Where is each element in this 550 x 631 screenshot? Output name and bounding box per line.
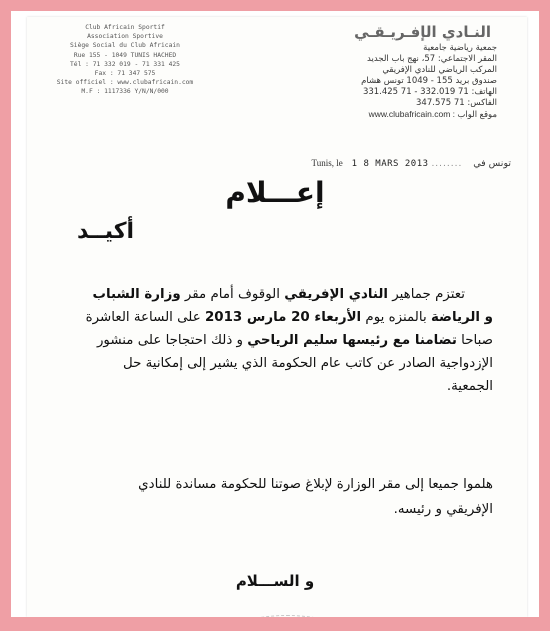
call-line: الإفريقي و رئيسه. [393, 502, 493, 517]
letterhead-ar-line: صندوق بريد 155 - 1049 تونس هشام [361, 76, 497, 86]
letterhead-ar-line: المركب الرياضي للنادي الإفريقي [382, 65, 497, 75]
letterhead-fr-line: Tél : 71 332 019 - 71 331 425 [70, 60, 180, 68]
website-line [301, 109, 501, 120]
website-label: موقع الواب : [452, 109, 497, 119]
notice-title: إعـــلام [225, 176, 325, 209]
letterhead-french [55, 23, 195, 97]
letterhead-fr-line: Rue 155 - 1049 TUNIS HACHED [73, 51, 177, 59]
body-bold: وزارة الشباب [92, 287, 181, 302]
body-bold: تضامنا مع رئيسها سليم الرياحي [247, 333, 457, 348]
closing-greeting: و الســـلام [235, 572, 315, 590]
date-label-fr: Tunis, le [311, 158, 343, 168]
date-dots: ........ [431, 159, 463, 169]
call-line: هلموا جميعا إلى مقر الوزارة لإبلاغ صوتنا للحكومة مساندة للنادي [138, 477, 493, 492]
letterhead-fr-line: Fax : 71 347 575 [94, 70, 156, 78]
letterhead-fr-line: Siège Social du Club Africain [70, 42, 180, 50]
letterhead-fr-line: Club Africain Sportif [85, 24, 165, 31]
body-bold: الأربعاء 20 مارس 2013 [204, 310, 362, 325]
letterhead-ar-line: الهاتف: 71 332.019 - 71 331.425 [362, 87, 497, 97]
body-text: و ذلك احتجاجا على منشور [96, 333, 248, 348]
body-text: صباحا [456, 333, 493, 348]
body-text: على الساعة العاشرة [85, 310, 205, 325]
body-bold: و الرياضة [430, 310, 493, 325]
body-text: تعتزم جماهير [387, 287, 465, 302]
body-line: الجمعية. [446, 379, 493, 394]
letterhead-arabic [301, 21, 501, 120]
letterhead-fr-line: M.F : 1117336 Y/N/N/000 [81, 88, 169, 96]
call-to-action [67, 472, 493, 522]
body-line [67, 306, 493, 329]
body-text: الوقوف أمام مقر [180, 287, 285, 302]
club-name: النـادي الإفـريـقـي [354, 23, 491, 41]
letterhead-ar-line: الفاكس: 71 347.575 [416, 98, 497, 108]
letterhead-fr-line: Site officiel : www.clubafricain.com [56, 79, 194, 87]
notice-body [67, 283, 493, 398]
stamp-seal [211, 615, 363, 631]
letterhead-fr-line: Association Sportive [87, 33, 163, 41]
letterhead-ar-line: جمعية رياضية جامعية [423, 43, 497, 53]
body-text: بالمنزه يوم [361, 310, 431, 325]
letterhead-ar-line: المقر الاجتماعي: 57، نهج باب الجديد [367, 54, 497, 64]
body-line [67, 283, 493, 306]
confirmed-heading: أكيــد [77, 219, 135, 244]
date-stamp: 1 8 MARS 2013 [351, 159, 429, 169]
date-label-ar: تونس في [473, 158, 511, 169]
body-line [67, 329, 493, 352]
body-bold: النادي الإفريقي [284, 287, 388, 302]
body-line: الإزدواجية الصادر عن كاتب عام الحكومة الذي يشير إلى إمكانية حل [122, 356, 493, 371]
date-line [312, 158, 511, 169]
website-url: www.clubafricain.com [368, 109, 451, 119]
